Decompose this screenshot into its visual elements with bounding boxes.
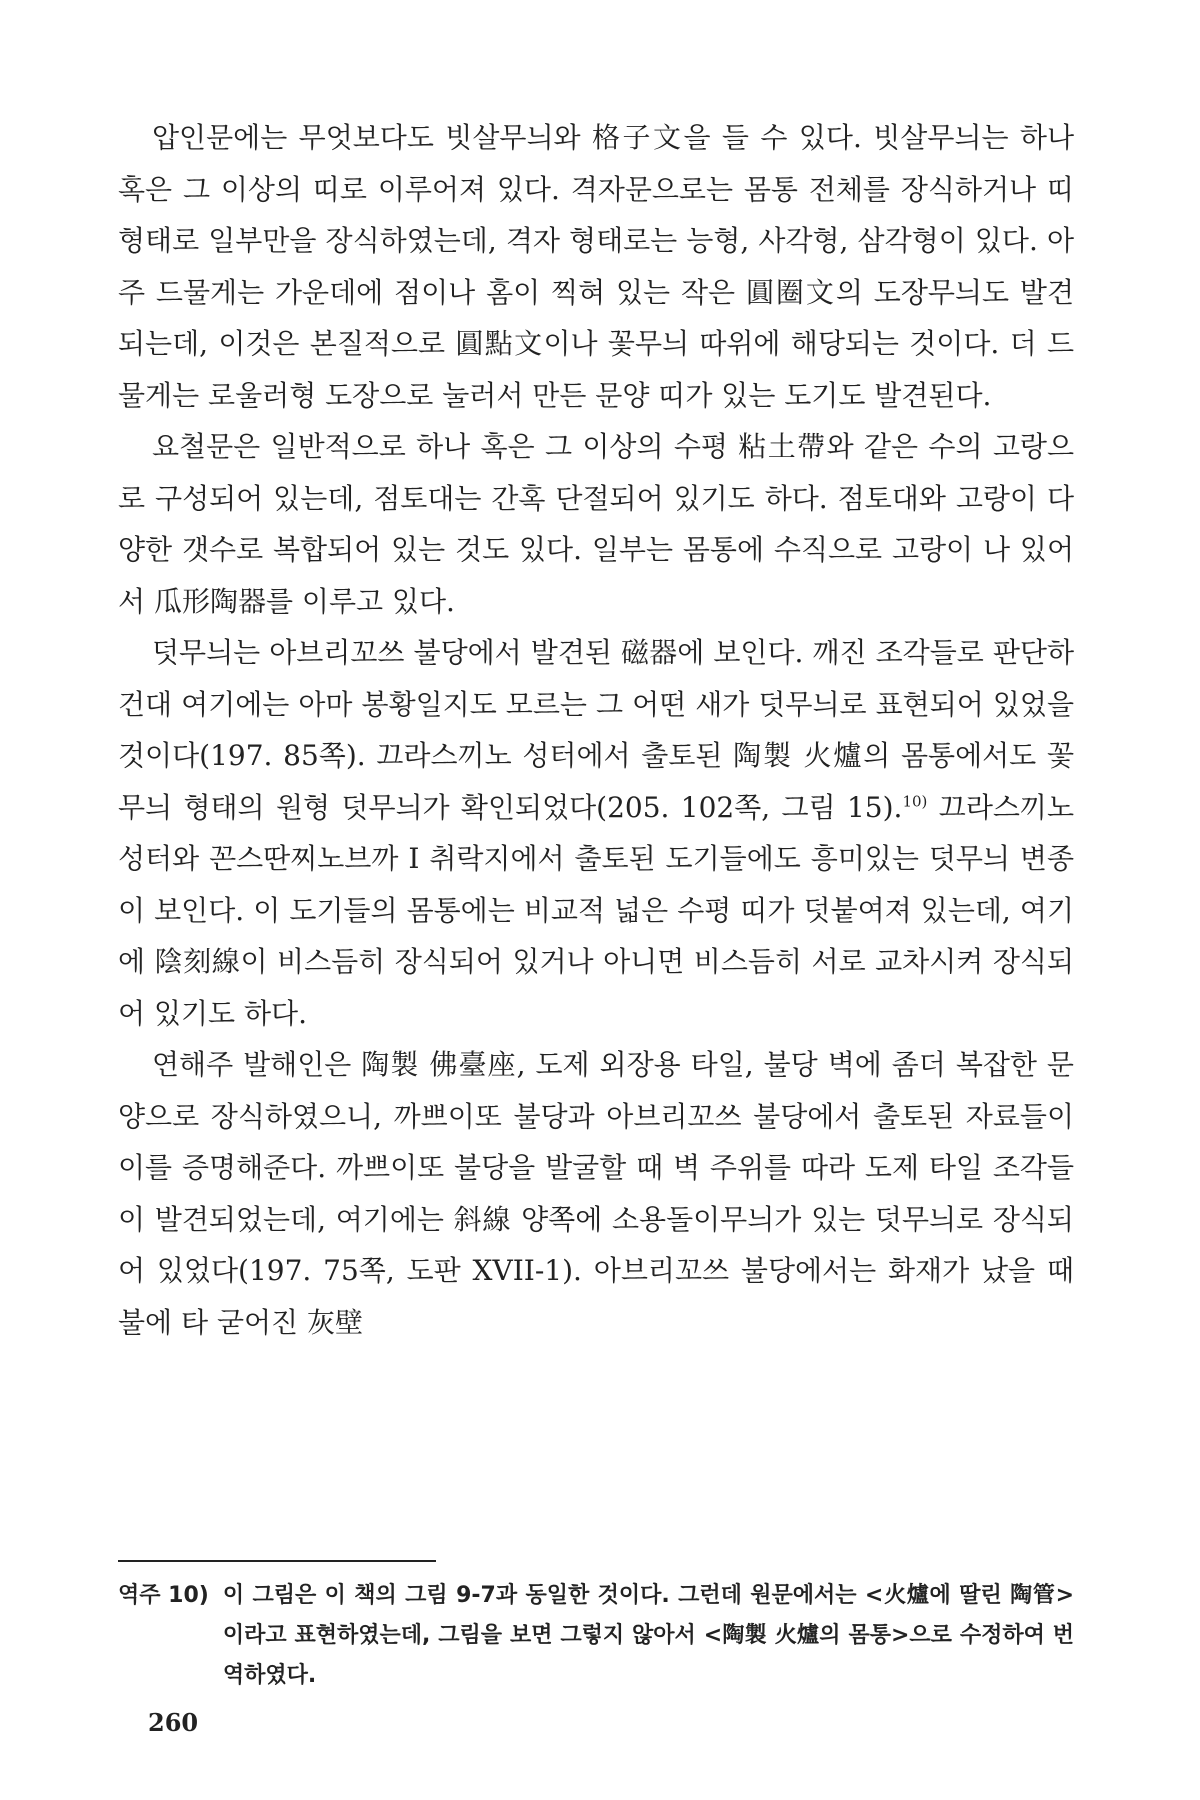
footnote-reference[interactable]: 10) — [902, 792, 928, 811]
paragraph-applied-patterns-continued: 끄라스끼노 성터와 꼰스딴찌노브까 I 취락지에서 출토된 도기들에도 흥미있는 덧무늬 변종이 보인다. 이 도기들의 몸통에는 비교적 넓은 수평 띠가 덧붙여져 있는데, 여기에 陰刻線이 비스듬히 장식되어 있거나 아니면 비스듬히 서로 교차시켜 장식되어 있기도 하다. — [118, 790, 1075, 1030]
paragraph-stamped-patterns: 압인문에는 무엇보다도 빗살무늬와 格子文을 들 수 있다. 빗살무늬는 하나 혹은 그 이상의 띠로 이루어져 있다. 격자문으로는 몸통 전체를 장식하거나 띠 형태로 일부만을 장식하였는데, 격자 형태로는 능형, 사각형, 삼각형이 있다. 아주 드물게는 가운데에 점이나 홈이 찍혀 있는 작은 圓圈文의 도장무늬도 발견되는데, 이것은 본질적으로 圓點文이나 꽃무늬 따위에 해당되는 것이다. 더 드물게는 로울러형 도장으로 눌러서 만든 문양 띠가 있는 도기도 발견된다. — [118, 121, 1074, 412]
footnote-label: 역주 10) — [118, 1583, 209, 1608]
paragraph-applied-patterns-text: 덧무늬는 아브리꼬쓰 불당에서 발견된 磁器에 보인다. 깨진 조각들로 판단하건대 여기에는 아마 봉황일지도 모르는 그 어떤 새가 덧무늬로 표현되어 있었을 것이다(197. 85쪽). 끄라스끼노 성터에서 출토된 陶製 火爐의 몸통에서도 꽃무늬 형태의 원형 덧무늬가 확인되었다(205. 102쪽, 그림 15). — [118, 636, 1074, 824]
footnote — [118, 1576, 1074, 1696]
book-page — [118, 112, 1074, 1752]
page-number: 260 — [148, 1708, 199, 1737]
footnote-text: 이 그림은 이 책의 그림 9-7과 동일한 것이다. 그런데 원문에서는 <火爐에 딸린 陶管>이라고 표현하였는데, 그림을 보면 그렇지 않아서 <陶製 火爐의 몸통>으로 수정하여 번역하였다. — [222, 1583, 1074, 1688]
footnote-divider — [118, 1560, 436, 1562]
paragraph-relief-patterns: 요철문은 일반적으로 하나 혹은 그 이상의 수평 粘土帶와 같은 수의 고랑으로 구성되어 있는데, 점토대는 간혹 단절되어 있기도 하다. 점토대와 고랑이 다양한 갯수로 복합되어 있는 것도 있다. 일부는 몸통에 수직으로 고랑이 나 있어서 瓜形陶器를 이루고 있다. — [118, 430, 1074, 618]
paragraph-buddhist-decor: 연해주 발해인은 陶製 佛臺座, 도제 외장용 타일, 불당 벽에 좀더 복잡한 문양으로 장식하였으니, 까쁘이또 불당과 아브리꼬쓰 불당에서 출토된 자료들이 이를 증명해준다. 까쁘이또 불당을 발굴할 때 벽 주위를 따라 도제 타일 조각들이 발견되었는데, 여기에는 斜線 양쪽에 소용돌이무늬가 있는 덧무늬로 장식되어 있었다(197. 75쪽, 도판 XVII-1). 아브리꼬쓰 불당에서는 화재가 났을 때 불에 타 굳어진 灰壁 — [118, 1048, 1074, 1339]
paragraph-applied-patterns — [118, 627, 1074, 1039]
body-text — [118, 112, 1074, 1348]
